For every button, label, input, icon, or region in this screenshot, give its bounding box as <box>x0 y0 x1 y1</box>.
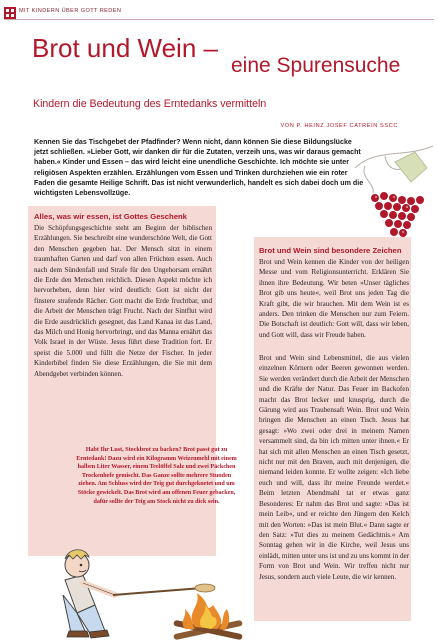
section-label: MIT KINDERN ÜBER GOTT REDEN <box>19 8 122 14</box>
article-title: Brot und Wein – <box>32 33 218 63</box>
author-line: VON P. HEINZ JOSEF CATREIN SSCC <box>280 123 398 129</box>
intro-paragraph: Kennen Sie das Tischgebet der Pfadfinder? Wenn nicht, dann können Sie diese Bildungslücke jetzt schließen. »Lieber Gott, wir danken dir für die Zutaten, verzeih uns, was wir daraus gemacht haben.« Kinder und Essen – das wird leicht eine unendliche Geschichte. Ich möchte sie unter religiösen Aspekten erzählen. Erzählungen vom Essen und Trinken durchziehen wie ein roter Faden die gesamte Heilige Schrift. Das ist nicht verwunderlich, handelt es sich dabei doch um die wichtigsten Lebensvollzüge. <box>34 138 364 198</box>
box-body-text: Die Schöpfungsgeschichte steht am Beginn der biblischen Erzählungen. Sie beschreibt eine wunderschöne Welt, die Gott den Menschen gegeben hat. Der Mensch sitzt in einem traumhaften Garten und darf von allen Früchten essen. Auch nach dem Sündenfall und Strafe für den Ungehorsam ernährt die Erde den Menschen reichlich. Diesen Aspekt möchte ich hervorheben, denn hier wird deutlich: Gott ist nicht der finstere strafende Rächer. Gott macht die Erde fruchtbar, und die Arbeit der Menschen trägt Frucht. Nach der Sintflut wird die Erde ausdrücklich gesegnet, das Land Kanaa ist das Land, das Milch und Honig hervorbringt, und das Manna ernährt das Volk Israel in der Wüste. Jesus führt diese Tradition fort. Er speist die 5.000 und füllt die Netze der Fischer. In jeder Kinderbibel finden Sie diese Erzählungen, die Sie mit dem Abendgebet verbinden können. <box>34 224 212 378</box>
recipe-callout: Habt Ihr Lust, Stockbrot zu backen? Brot passt gut zu Erntedank! Dazu wird ein Kilogramm Weizenmehl mit einem halben Liter Wasser, einem Teelöffel Salz und zwei Päckchen Trockenhefe gemischt. Das Ganze sollte mehrere Stunden ziehen. Am Schluss wird der Teig gut durchgeknetet und um Stöcke gewickelt. Das Brot wird am offenen Feuer gebacken, dafür sollte der Teig am Stock nicht zu dick sein. <box>76 447 237 505</box>
box-body-paragraph: Brot und Wein kennen die Kinder von der heiligen Messe und vom Religionsunterricht. Erklären Sie ihnen ihre Bedeutung. Wir beten »Unser tägliches Brot gib uns heute«, weil Brot uns jeden Tag die Kraft gibt, die wir brauchen. Mit dem Wein ist es anders. Den trinken die Menschen nur zum Feiern. Die Botschaft ist deutlich: Gott will, dass wir leben, und Gott will, dass wir Freude haben. <box>259 258 409 339</box>
box-heading: Brot und Wein sind besondere Zeichen <box>259 246 402 255</box>
box-body-paragraph: Brot und Wein sind Lebensmittel, die aus vielen einzelnen Körnern oder Beeren gewonnen werden. Sie werden verändert durch die Arbeit der Menschen und die Kräfte der Natur. Das Feuer im Backofen macht das Brot lecker und knusprig, durch die Gärung wird aus Traubensaft Wein. Brot und Wein bringen die Menschen an einen Tisch. Jesus hat gesagt: »Wo zwei oder drei in meinem Namen versammelt sind, da bin ich mitten unter ihnen.« Er hat sich mit allen Menschen an einen Tisch gesetzt, nicht nur mit den Braven, auch mit denjenigen, die niemand leiden konnte. Er wollte zeigen: »Ich liebe euch und will, dass ihr meine Freunde werdet.« Beim letzten Abendmahl tat er etwas ganz Besonderes: Er nahm das Brot und sagte: »Das ist mein Leib«, und er reichte den Jüngern den Kelch mit den Worten: »Das ist mein Blut.« Dann sagte er den Satz: »Tut dies zu meinem Gedächtnis.« Am Sonntag gehen wir in die Kirche, weil Jesus uns einlädt, mitten unter uns ist und zu uns kommt in der Form von Brot und Wein. Wir treffen nicht nur Jesus, sondern auch viele Leute, die wir kennen. <box>259 354 409 581</box>
publication-logo-icon <box>4 7 16 19</box>
campfire-child-illustration <box>55 535 260 640</box>
header-divider <box>4 19 434 20</box>
sidebar-box-symbols <box>254 237 411 621</box>
article-subtitle: Kindern die Bedeutung des Erntedanks vermitteln <box>33 98 267 110</box>
box-heading: Alles, was wir essen, ist Gottes Geschenk <box>34 212 187 221</box>
article-title-continued: eine Spurensuche <box>231 54 401 77</box>
